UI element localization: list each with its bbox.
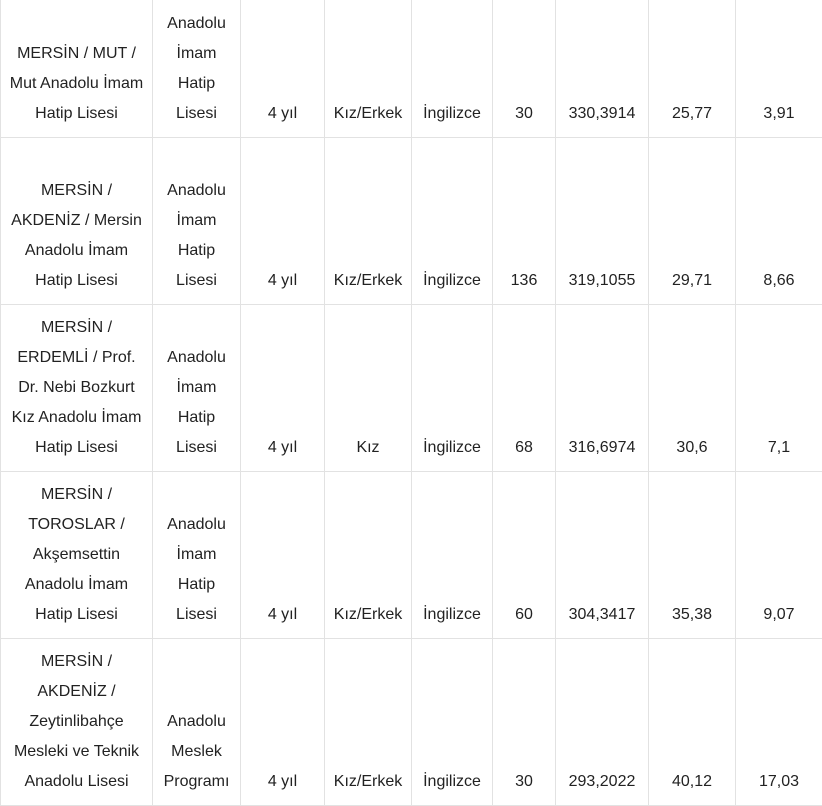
school-location-cell: MERSİN / AKDENİZ / Mersin Anadolu İmam Hatip Lisesi [1,138,153,305]
quota-cell: 136 [493,138,556,305]
percentile-a-cell: 40,12 [649,639,736,806]
gender-cell: Kız/Erkek [325,639,412,806]
language-cell: İngilizce [412,472,493,639]
table-row [1,472,822,639]
school-type-cell: Anadolu İmam Hatip Lisesi [153,472,241,639]
language-cell: İngilizce [412,0,493,138]
language-cell: İngilizce [412,138,493,305]
gender-cell: Kız [325,305,412,472]
percentile-a-cell: 30,6 [649,305,736,472]
duration-cell: 4 yıl [241,639,325,806]
score-cell: 293,2022 [556,639,649,806]
quota-cell: 60 [493,472,556,639]
school-type-cell: Anadolu Meslek Programı [153,639,241,806]
percentile-a-cell: 29,71 [649,138,736,305]
table-row [1,305,822,472]
duration-cell: 4 yıl [241,305,325,472]
gender-cell: Kız/Erkek [325,138,412,305]
school-type-cell: Anadolu İmam Hatip Lisesi [153,138,241,305]
gender-cell: Kız/Erkek [325,0,412,138]
duration-cell: 4 yıl [241,138,325,305]
score-cell: 316,6974 [556,305,649,472]
school-location-cell: MERSİN / AKDENİZ / Zeytinlibahçe Mesleki ve Teknik Anadolu Lisesi [1,639,153,806]
percentile-a-cell: 35,38 [649,472,736,639]
table-row [1,639,822,806]
percentile-b-cell: 17,03 [736,639,822,806]
school-location-cell: MERSİN / MUT / Mut Anadolu İmam Hatip Lisesi [1,0,153,138]
score-cell: 304,3417 [556,472,649,639]
quota-cell: 30 [493,639,556,806]
score-cell: 319,1055 [556,138,649,305]
percentile-a-cell: 25,77 [649,0,736,138]
score-cell: 330,3914 [556,0,649,138]
duration-cell: 4 yıl [241,0,325,138]
language-cell: İngilizce [412,639,493,806]
percentile-b-cell: 8,66 [736,138,822,305]
percentile-b-cell: 3,91 [736,0,822,138]
table-row [1,0,822,138]
percentile-b-cell: 9,07 [736,472,822,639]
table-row [1,138,822,305]
school-type-cell: Anadolu İmam Hatip Lisesi [153,305,241,472]
duration-cell: 4 yıl [241,472,325,639]
percentile-b-cell: 7,1 [736,305,822,472]
school-location-cell: MERSİN / ERDEMLİ / Prof. Dr. Nebi Bozkurt Kız Anadolu İmam Hatip Lisesi [1,305,153,472]
school-type-cell: Anadolu İmam Hatip Lisesi [153,0,241,138]
language-cell: İngilizce [412,305,493,472]
quota-cell: 68 [493,305,556,472]
quota-cell: 30 [493,0,556,138]
school-location-cell: MERSİN / TOROSLAR / Akşemsettin Anadolu İmam Hatip Lisesi [1,472,153,639]
gender-cell: Kız/Erkek [325,472,412,639]
